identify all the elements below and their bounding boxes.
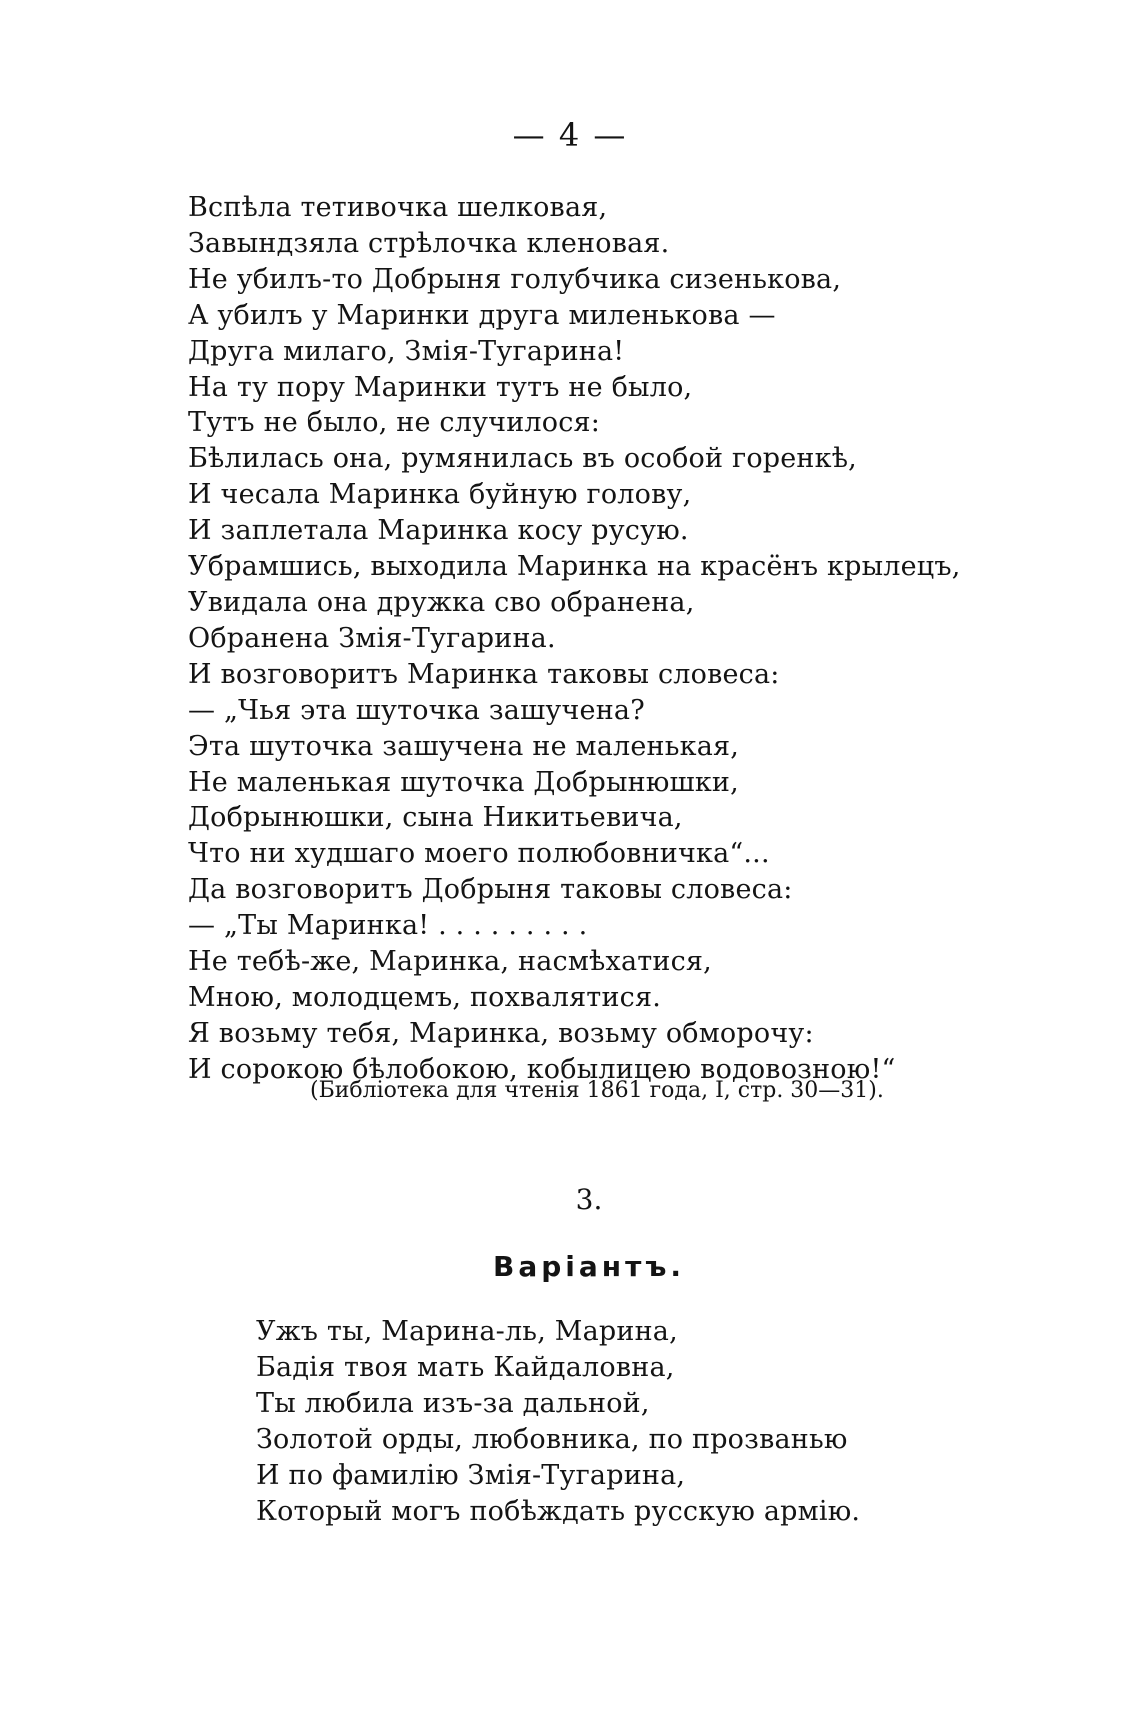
- poem-line: Друга милаго, Змія-Тугарина!: [188, 335, 625, 367]
- poem-line: Тутъ не было, не случилося:: [188, 407, 601, 439]
- section-number: 3.: [575, 1183, 603, 1216]
- poem-line: Бѣлилась она, румянилась въ особой горенкѣ,: [188, 443, 857, 475]
- poem-1: [188, 190, 961, 1088]
- poem-line: А убилъ у Маринки друга миленькова —: [188, 299, 776, 331]
- poem-line: Ты любила изъ-за дальной,: [256, 1387, 650, 1419]
- poem-line: Эта шуточка зашучена не маленькая,: [188, 730, 740, 762]
- poem-line: Что ни худшаго моего полюбовничка“...: [188, 838, 770, 870]
- poem-line: И сорокою бѣлобокою, кобылицею водовозною!“: [188, 1053, 896, 1085]
- poem-line: И по фамилію Змія-Тугарина,: [256, 1459, 686, 1491]
- citation: (Библіотека для чтенія 1861 года, I, стр. 30—31).: [310, 1078, 884, 1103]
- poem-line: Да возговоритъ Добрыня таковы словеса:: [188, 874, 793, 906]
- poem-line: Увидала она дружка сво обранена,: [188, 586, 695, 618]
- poem-line: Убрамшись, выходила Маринка на красёнъ крылецъ,: [188, 551, 961, 583]
- poem-line: Не тебѣ-же, Маринка, насмѣхатися,: [188, 946, 712, 978]
- poem-line: И возговоритъ Маринка таковы словеса:: [188, 658, 780, 690]
- poem-line: Обранена Змія-Тугарина.: [188, 622, 556, 654]
- poem-line: — „Ты Маринка! . . . . . . . . .: [188, 910, 588, 942]
- poem-line: Бадія твоя мать Кайдаловна,: [256, 1351, 675, 1383]
- page-number: — 4 —: [512, 116, 628, 154]
- poem-2: [256, 1314, 860, 1529]
- poem-line: Не убилъ-то Добрыня голубчика сизенькова,: [188, 263, 842, 295]
- section-title: Варіантъ.: [492, 1250, 686, 1283]
- poem-line: Я возьму тебя, Маринка, возьму обморочу:: [188, 1017, 814, 1049]
- poem-line: Завындзяла стрѣлочка кленовая.: [188, 227, 670, 259]
- poem-line: Не маленькая шуточка Добрынюшки,: [188, 766, 739, 798]
- poem-line: Ужъ ты, Марина-ль, Марина,: [256, 1316, 678, 1347]
- poem-line: И заплетала Маринка косу русую.: [188, 515, 689, 547]
- poem-line: Мною, молодцемъ, похвалятися.: [188, 981, 661, 1013]
- poem-line: На ту пору Маринки тутъ не было,: [188, 371, 693, 403]
- poem-line: Добрынюшки, сына Никитьевича,: [188, 802, 683, 834]
- poem-line: Который могъ побѣждать русскую армію.: [256, 1495, 861, 1527]
- poem-line: Вспѣла тетивочка шелковая,: [188, 192, 608, 223]
- poem-line: — „Чья эта шуточка зашучена?: [188, 694, 645, 726]
- poem-line: Золотой орды, любовника, по прозванью: [256, 1423, 848, 1455]
- poem-line: И чесала Маринка буйную голову,: [188, 479, 692, 511]
